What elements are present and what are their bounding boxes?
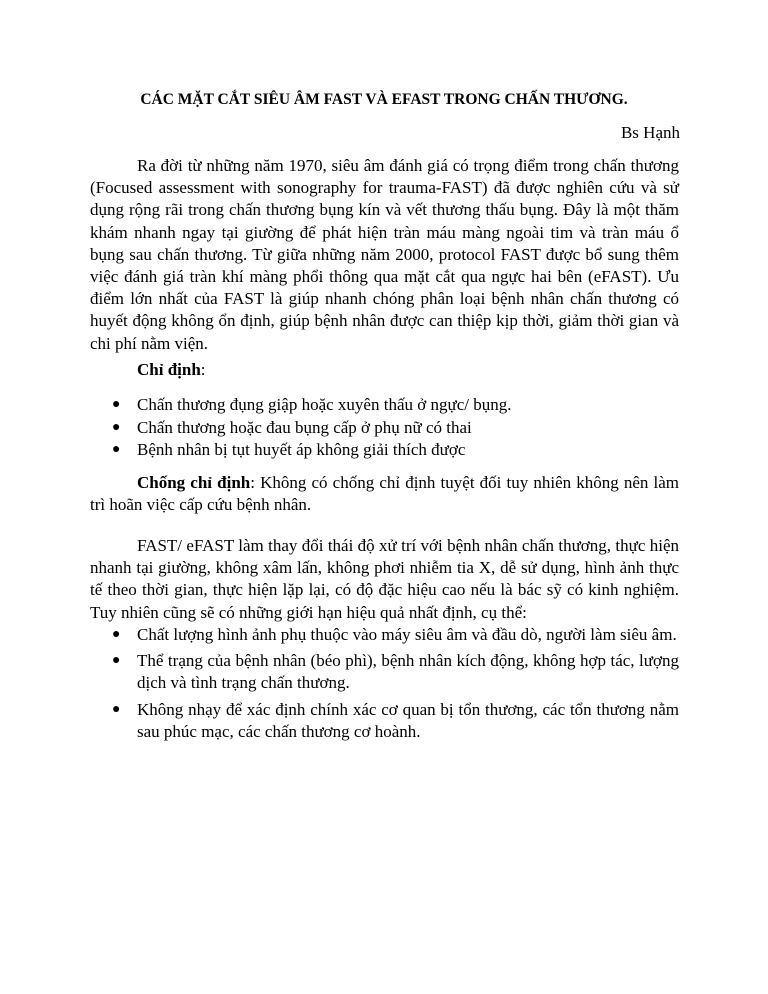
contraindications-paragraph [90,472,679,516]
list-item-text: Không nhạy để xác định chính xác cơ quan bị tổn thương, các tổn thương nằm sau phúc mạc, các chấn thương cơ hoành. [137,699,679,741]
document-title: CÁC MẶT CẮT SIÊU ÂM FAST VÀ EFAST TRONG CHẤN THƯƠNG. [140,91,628,108]
author-line: Bs Hạnh [620,123,680,142]
bullet-icon: ● [112,419,121,435]
bullet-icon: ● [112,442,121,458]
list-item-text: Thể trạng của bệnh nhân (béo phì), bệnh nhân kích động, không hợp tác, lượng dịch và tình trạng chấn thương. [137,651,679,693]
contraindications-text: : Không có chống chỉ định tuyệt đối tuy nhiên không nên làm trì hoãn việc cấp cứu bệnh nhân. [90,473,680,515]
list-item-text: Bệnh nhân bị tụt huyết áp không giải thích được [137,440,466,460]
bullet-icon: ● [112,653,121,669]
list-item [90,394,679,416]
limitations-list [90,624,679,747]
indications-heading [137,360,206,380]
list-item-text: Chấn thương hoặc đau bụng cấp ở phụ nữ có thai [137,417,472,437]
indications-suffix: : [200,360,206,379]
list-item [90,650,679,694]
list-item-text: Chất lượng hình ảnh phụ thuộc vào máy siêu âm và đầu dò, người làm siêu âm. [137,625,677,644]
list-item [90,699,679,743]
list-item [90,439,679,461]
list-item [90,624,679,646]
bullet-icon: ● [112,701,121,717]
contraindications-label: Chống chỉ định [137,473,251,492]
bullet-icon: ● [112,627,121,642]
list-item [90,417,679,439]
bullet-icon: ● [112,397,121,412]
advantages-paragraph: FAST/ eFAST làm thay đổi thái độ xử trí với bệnh nhân chấn thương, thực hiện nhanh tại giường, không xâm lấn, không phơi nhiễm tia X, dễ sử dụng, hình ảnh thực tế theo thời gian, thực hiện lặp lại, có độ đặc hiệu cao nếu là bác sỹ có kinh nghiệm. Tuy nhiên cũng sẽ có những giới hạn hiệu quả nhất định, cụ thể: [90,536,679,622]
list-item-text: Chấn thương đụng giập hoặc xuyên thấu ở ngực/ bụng. [137,395,512,414]
indications-list [90,394,679,462]
intro-paragraph: Ra đời từ những năm 1970, siêu âm đánh giá có trọng điểm trong chấn thương (Focused assessment with sonography for trauma-FAST) đã được nghiên cứu và sử dụng rộng rãi trong chấn thương bụng kín và vết thương thấu bụng. Đây là một thăm khám nhanh ngay tại giường để phát hiện tràn máu màng ngoài tim và tràn máu ổ bụng sau chấn thương. Từ giữa những năm 2000, protocol FAST được bổ sung thêm việc đánh giá tràn khí màng phổi thông qua mặt cắt qua ngực hai bên (eFAST). Ưu điểm lớn nhất của FAST là giúp nhanh chóng phân loại bệnh nhân chấn thương có huyết động không ổn định, giúp bệnh nhân được can thiệp kịp thời, giảm thời gian và chi phí nằm viện. [90,156,679,353]
indications-label: Chỉ định [137,360,201,379]
